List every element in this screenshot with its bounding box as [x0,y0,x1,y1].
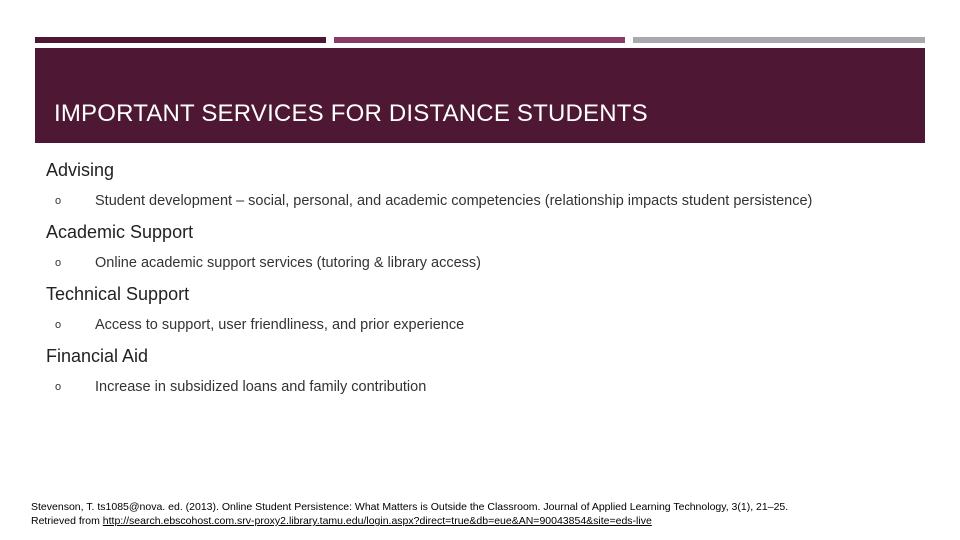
section-academic-support [46,219,926,281]
content-area [46,157,926,405]
section-advising [46,157,926,219]
bullet-item [46,245,926,281]
bullet-item [46,307,926,343]
section-heading: Financial Aid [46,346,149,366]
section-technical-support [46,281,926,343]
bullet-marker-icon: o [55,195,62,207]
bullet-marker-icon: o [55,381,62,393]
bullet-text: Increase in subsidized loans and family contribution [95,379,427,395]
bullet-text: Online academic support services (tutoring & library access) [95,255,482,271]
bullet-item [46,183,926,219]
section-financial-aid [46,343,926,405]
top-stripe-gray [633,37,925,43]
section-heading: Academic Support [46,222,194,242]
citation-retrieval [31,514,931,528]
title-band [35,48,925,143]
section-heading: Technical Support [46,284,190,304]
top-stripe-dark [35,37,326,43]
citation-prefix: Retrieved from [31,515,103,527]
bullet-item [46,369,926,405]
bullet-marker-icon: o [55,257,62,269]
citation-line: Stevenson, T. ts1085@nova. ed. (2013). Online Student Persistence: What Matters is Outside the Classroom. Journal of Applied Learning Technology, 3(1), 21–25. [31,501,789,513]
citation [31,500,931,528]
section-heading: Advising [46,160,115,180]
bullet-text: Access to support, user friendliness, and prior experience [95,317,465,333]
bullet-marker-icon: o [55,319,62,331]
bullet-text: Student development – social, personal, and academic competencies (relationship impacts student persistence) [95,193,813,209]
citation-link[interactable]: http://search.ebscohost.com.srv-proxy2.library.tamu.edu/login.aspx?direct=true&db=eue&AN=90043854&site=eds-live [102,515,652,527]
top-stripe-mid [334,37,625,43]
slide-title: IMPORTANT SERVICES FOR DISTANCE STUDENTS [54,100,648,127]
